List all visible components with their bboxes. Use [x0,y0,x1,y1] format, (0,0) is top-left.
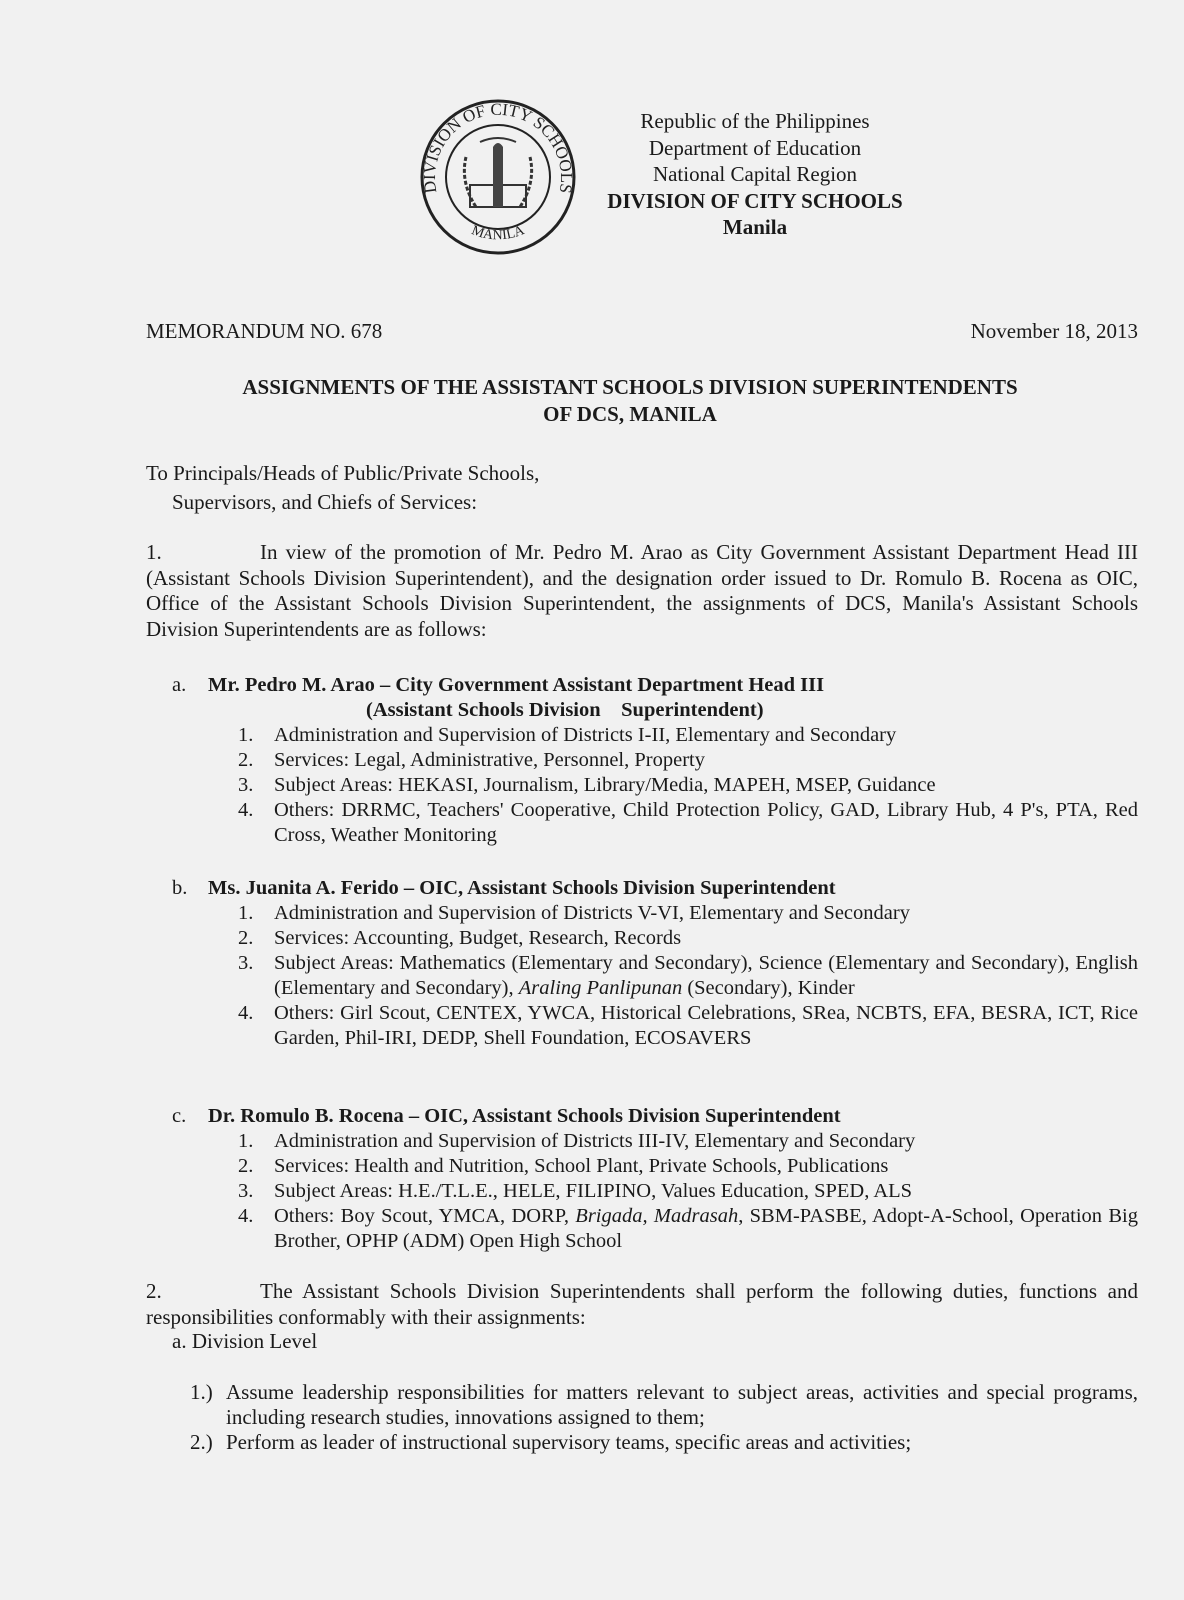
svg-text:MANILA: MANILA [469,223,527,244]
list-item: 4. Others: Boy Scout, YMCA, DORP, Brigada, Madrasah, SBM-PASBE, Adopt-A-School, Operation Big Brother, OPHP (ADM) Open High School [238,1205,1138,1252]
list-item: 3. Subject Areas: Mathematics (Elementary and Secondary), Science (Elementary and Secondary), English (Elementary and Secondary), Araling Panlipunan (Secondary), Kinder [238,952,1138,999]
addressee-line1: To Principals/Heads of Public/Private Schools, [146,461,540,485]
division-seal-logo [418,97,578,257]
assignment-section-b [172,876,1138,1051]
paragraph-text: The Assistant Schools Division Superintendents shall perform the following duties, functions and responsibilities conformably with their assignments: [146,1279,1138,1329]
assignment-section-c [172,1104,1138,1254]
letterhead [560,108,950,241]
section-heading: Dr. Romulo B. Rocena – OIC, Assistant Schools Division Superintendent [208,1105,841,1127]
section-letter: c. [172,1105,187,1127]
duty-item: 2.) Perform as leader of instructional supervisory teams, specific areas and activities; [190,1430,912,1454]
memo-title [120,374,1140,428]
memo-title-line2: OF DCS, MANILA [543,402,717,426]
letterhead-republic: Republic of the Philippines [640,109,870,133]
section-heading: Ms. Juanita A. Ferido – OIC, Assistant Schools Division Superintendent [208,877,836,899]
section-subheading: (Assistant Schools Division Superintendent) [366,699,764,721]
paragraph-2 [146,1279,1138,1330]
section-heading: Mr. Pedro M. Arao – City Government Assistant Department Head III [208,674,825,696]
assignment-section-a [172,673,1138,848]
list-item: 3. Subject Areas: H.E./T.L.E., HELE, FILIPINO, Values Education, SPED, ALS [238,1180,913,1202]
duties-list [190,1380,1138,1455]
list-item: 1. Administration and Supervision of Districts III-IV, Elementary and Secondary [238,1130,916,1152]
memo-title-line1: ASSIGNMENTS OF THE ASSISTANT SCHOOLS DIVISION SUPERINTENDENTS [242,375,1018,399]
section-letter: a. [172,674,187,696]
letterhead-region: National Capital Region [652,162,858,186]
addressees [146,459,539,517]
list-item: 2. Services: Accounting, Budget, Research, Records [238,927,682,949]
list-item: 4. Others: Girl Scout, CENTEX, YWCA, Historical Celebrations, SRea, NCBTS, EFA, BESRA, ICT, Rice Garden, Phil-IRI, DEDP, Shell Foundation, ECOSAVERS [238,1002,1138,1049]
list-item: 2. Services: Health and Nutrition, School Plant, Private Schools, Publications [238,1155,889,1177]
paragraph-number: 1. [146,540,162,564]
memo-date: November 18, 2013 [970,319,1138,343]
paragraph-number: 2. [146,1279,162,1303]
memorandum-number: MEMORANDUM NO. 678 [146,319,383,343]
division-level-heading: a. Division Level [172,1329,318,1353]
paragraph-1 [146,540,1138,642]
section-letter: b. [172,877,188,899]
duty-item: 1.) Assume leadership responsibilities for matters relevant to subject areas, activities and special programs, including research studies, innovations assigned to them; [190,1380,1138,1429]
addressee-line2: Supervisors, and Chiefs of Services: [172,490,478,514]
list-item: 1. Administration and Supervision of Districts I-II, Elementary and Secondary [238,724,897,746]
svg-text:DIVISION OF CITY SCHOOLS: DIVISION OF CITY SCHOOLS [419,99,577,195]
letterhead-city: Manila [722,215,788,239]
list-item: 3. Subject Areas: HEKASI, Journalism, Library/Media, MAPEH, MSEP, Guidance [238,774,936,796]
list-item: 4. Others: DRRMC, Teachers' Cooperative, Child Protection Policy, GAD, Library Hub, 4 P's, PTA, Red Cross, Weather Monitoring [238,799,1138,846]
letterhead-department: Department of Education [648,135,862,160]
list-item: 2. Services: Legal, Administrative, Personnel, Property [238,749,705,771]
list-item: 1. Administration and Supervision of Districts V-VI, Elementary and Secondary [238,902,910,924]
paragraph-text: In view of the promotion of Mr. Pedro M. Arao as City Government Assistant Department Head III (Assistant Schools Division Superintendent), and the designation order issued to Dr. Romulo B. Rocena as OIC, Office of the Assistant Schools Division Superintendent, the assignments of DCS, Manila's Assistant Schools Division Superintendents are as follows: [146,540,1138,641]
letterhead-division: DIVISION OF CITY SCHOOLS [607,188,903,213]
